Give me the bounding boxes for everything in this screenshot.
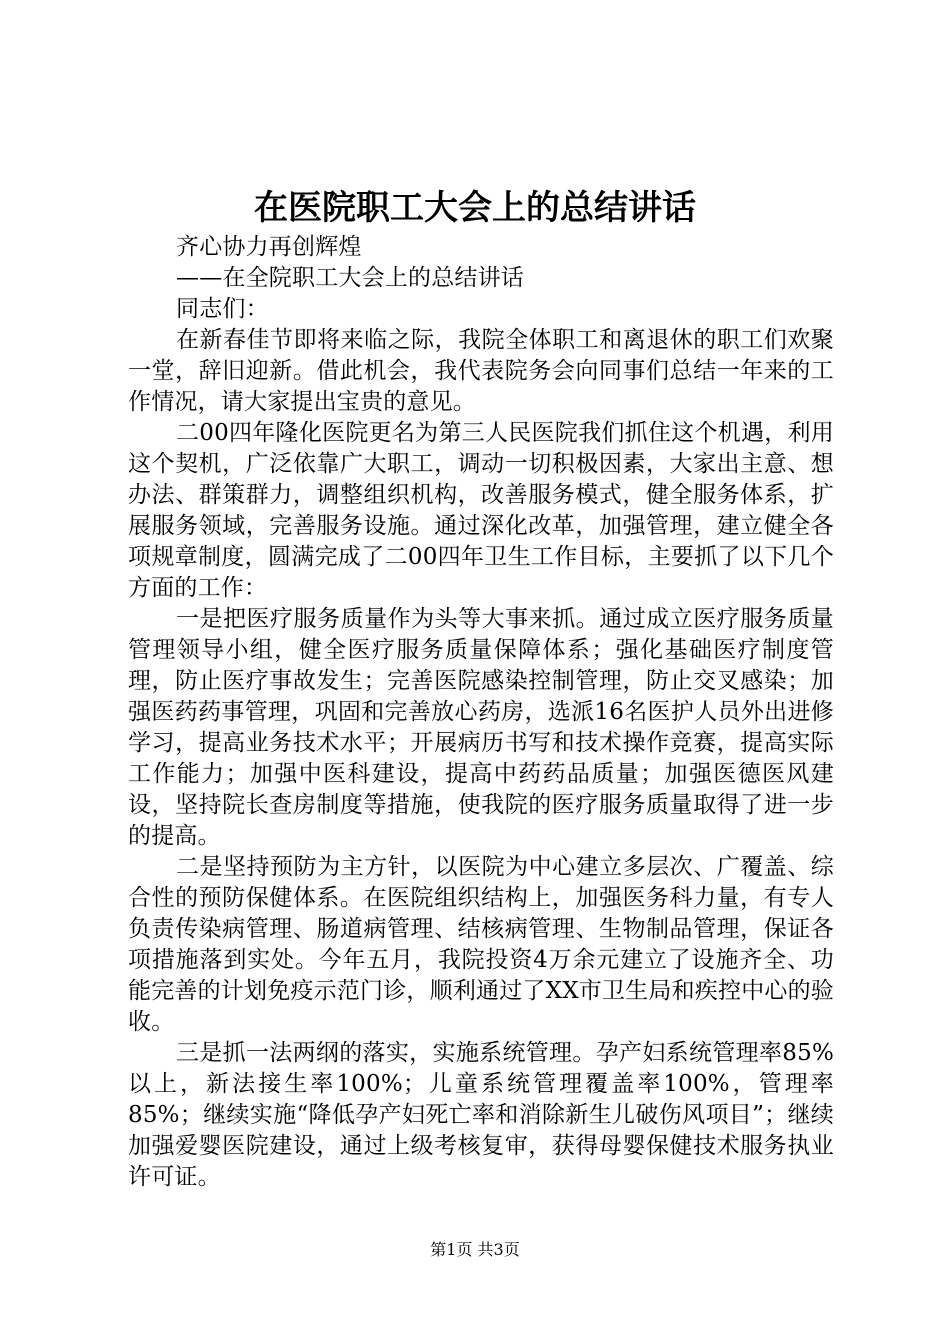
paragraph: 一是把医疗服务质量作为头等大事来抓。通过成立医疗服务质量管理领导小组，健全医疗服务质量保障体系；强化基础医疗制度管理，防止医疗事故发生；完善医院感染控制管理，防止交叉感染；加强医药药事管理，巩固和完善放心药房，选派16名医护人员外出进修学习，提高业务技术水平；开展病历书写和技术操作竞赛，提高实际工作能力；加强中医科建设，提高中药药品质量；加强医德医风建设，坚持院长查房制度等措施，使我院的医疗服务质量取得了进一步的提高。 — [128, 606, 834, 849]
document-title: 在医院职工大会上的总结讲话 — [254, 188, 696, 228]
paragraph: 二是坚持预防为主方针，以医院为中心建立多层次、广覆盖、综合性的预防保健体系。在医院组织结构上，加强医务科力量，有专人负责传染病管理、肠道病管理、结核病管理、生物制品管理，保证各项措施落到实处。今年五月，我院投资4万余元建立了设施齐全、功能完善的计划免疫示范门诊，顺利通过了XX市卫生局和疾控中心的验收。 — [128, 854, 834, 1035]
paragraph: 三是抓一法两纲的落实，实施系统管理。孕产妇系统管理率85%以上，新法接生率100%；儿童系统管理覆盖率100%，管理率85%；继续实施“降低孕产妇死亡率和消除新生儿破伤风项目”；继续加强爱婴医院建设，通过上级考核复审，获得母婴保健技术服务执业许可证。 — [128, 1040, 834, 1190]
speech-subtitle: ——在全院职工大会上的总结讲话 — [176, 265, 524, 291]
page-footer: 第1页 共3页 — [430, 1240, 520, 1259]
salutation: 同志们： — [176, 296, 269, 322]
paragraph: 在新春佳节即将来临之际，我院全体职工和离退休的职工们欢聚一堂，辞旧迎新。借此机会，我代表院务会向同事们总结一年来的工作情况，请大家提出宝贵的意见。 — [128, 327, 834, 415]
paragraph: 二00四年隆化医院更名为第三人民医院我们抓住这个机遇，利用这个契机，广泛依靠广大职工，调动一切积极因素，大家出主意、想办法、群策群力，调整组织机构，改善服务模式，健全服务体系，扩展服务领域，完善服务设施。通过深化改革，加强管理，建立健全各项规章制度，圆满完成了二00四年卫生工作目标，主要抓了以下几个方面的工作： — [128, 420, 834, 601]
speech-headline: 齐心协力再创辉煌 — [176, 234, 362, 260]
document-body — [128, 232, 834, 1193]
